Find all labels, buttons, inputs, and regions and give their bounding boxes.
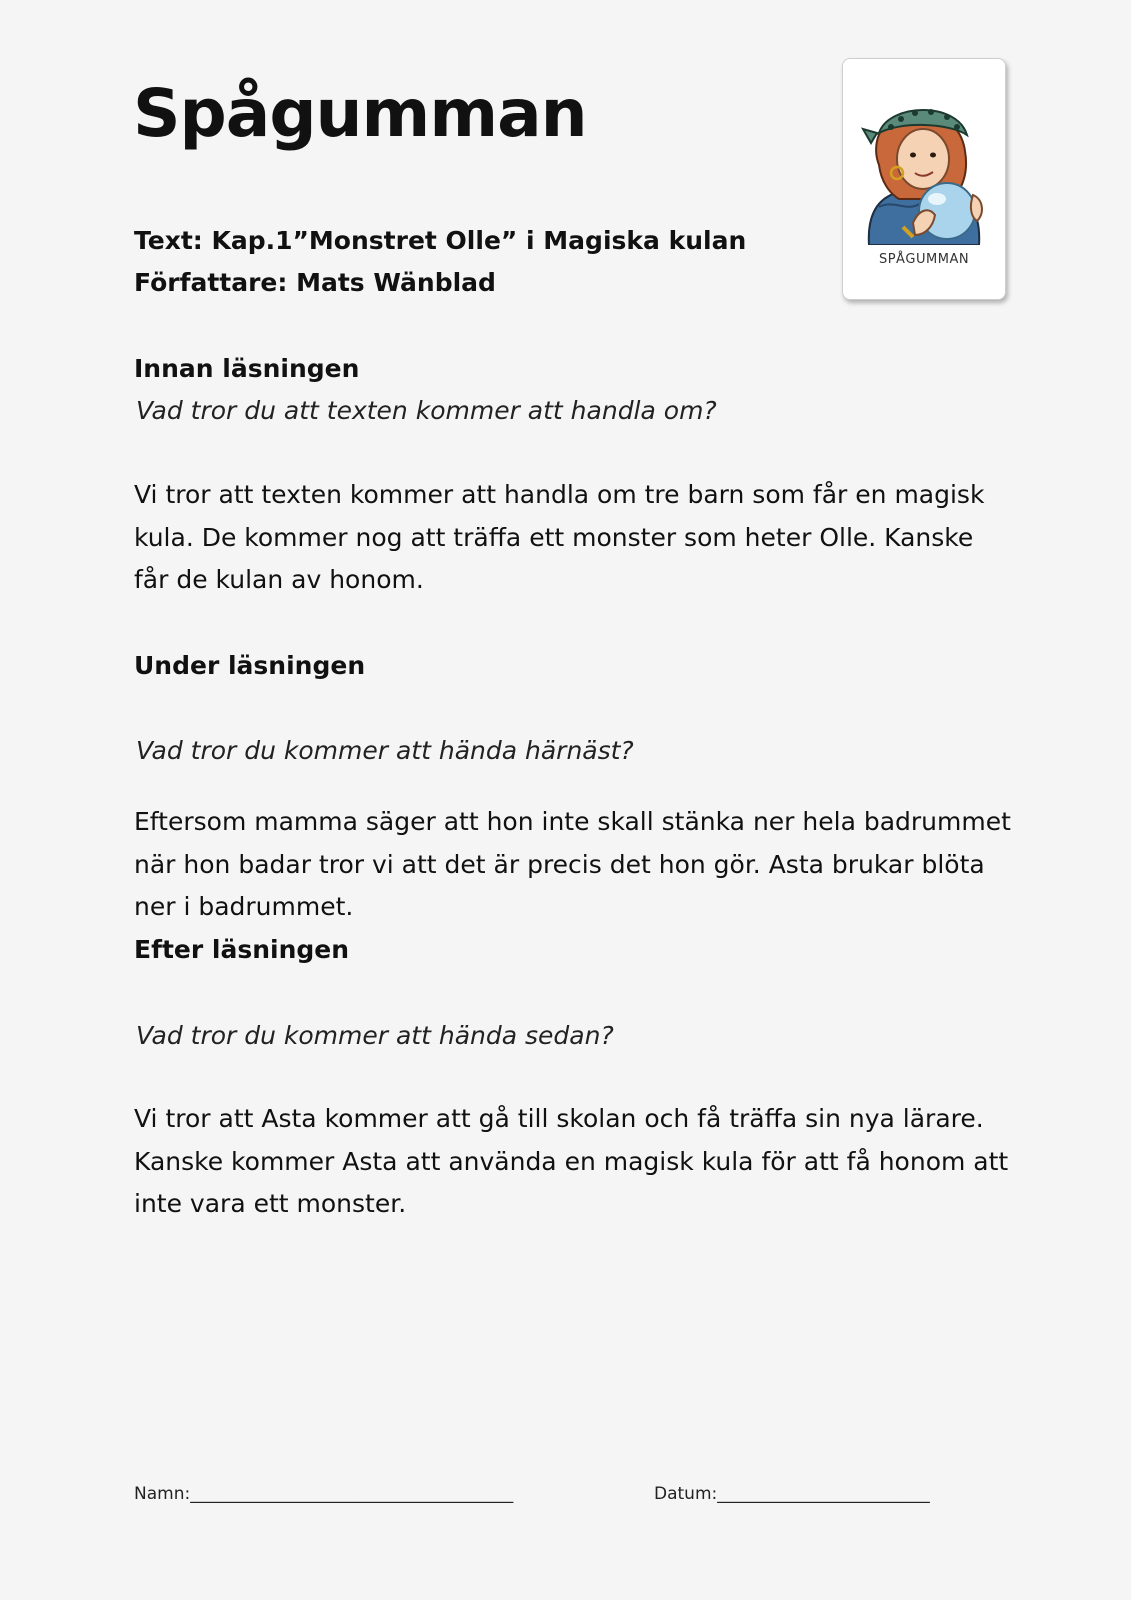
answer-during-reading: Eftersom mamma säger att hon inte skall stänka ner hela badrummet när hon badar tror vi att det är precis det hon gör. Asta brukar blöta ner i badrummet. — [134, 807, 1011, 921]
heading-during-reading: Under läsningen — [134, 651, 366, 680]
date-field: Datum:_________________________ — [654, 1484, 930, 1504]
answer-after-reading: Vi tror att Asta kommer att gå till skolan och få träffa sin nya lärare. Kanske kommer Asta att använda en magisk kula för att få honom att inte vara ett monster. — [134, 1104, 1009, 1218]
question-after-reading: Vad tror du kommer att hända sedan? — [136, 1021, 614, 1050]
heading-before-reading: Innan läsningen — [134, 354, 360, 383]
page-title: Spågumman — [133, 75, 587, 152]
heading-after-reading: Efter läsningen — [134, 935, 350, 964]
question-during-reading: Vad tror du kommer att hända härnäst? — [136, 736, 634, 765]
fortune-teller-icon — [849, 95, 999, 245]
author-line: Författare: Mats Wänblad — [134, 268, 496, 297]
card-label: SPÅGUMMAN — [878, 252, 970, 267]
answer-before-reading: Vi tror att texten kommer att handla om tre barn som får en magisk kula. De kommer nog att träffa ett monster som heter Olle. Kanske får de kulan av honom. — [134, 480, 985, 594]
name-field: Namn:______________________________________ — [134, 1484, 514, 1504]
text-source-line: Text: Kap.1”Monstret Olle” i Magiska kulan — [134, 226, 747, 255]
text-info — [134, 220, 746, 304]
question-before-reading: Vad tror du att texten kommer att handla om? — [136, 396, 717, 425]
character-card — [842, 58, 1006, 300]
